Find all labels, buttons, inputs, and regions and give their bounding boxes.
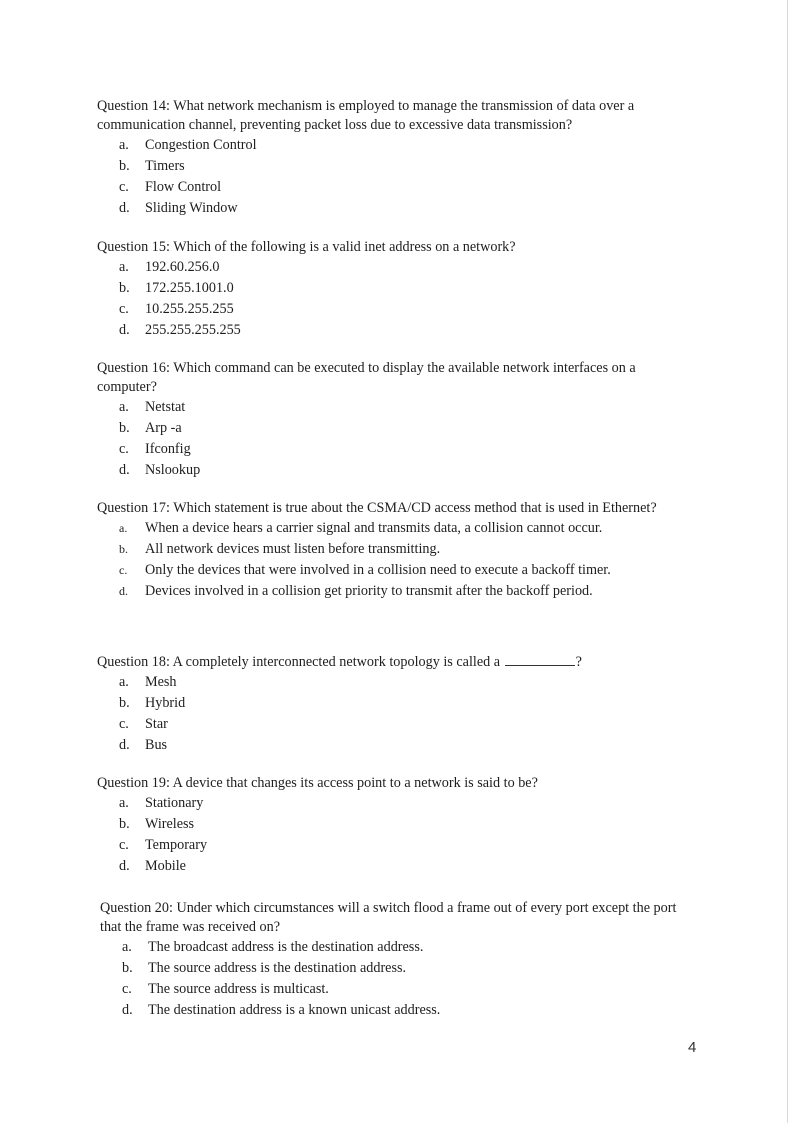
option-text: All network devices must listen before transmitting.	[145, 541, 441, 557]
option-text: The broadcast address is the destination address.	[148, 939, 424, 955]
option-b	[100, 958, 700, 979]
option-a	[100, 937, 700, 958]
option-d	[100, 1000, 700, 1021]
option-a	[97, 518, 697, 539]
option-a	[97, 793, 697, 814]
question-text: Question 19: A device that changes its access point to a network is said to be?	[97, 775, 538, 791]
option-c	[97, 177, 697, 198]
option-letter: c.	[119, 716, 129, 732]
option-letter: c.	[119, 179, 129, 195]
option-letter: d.	[119, 858, 130, 874]
option-letter: d.	[119, 322, 130, 338]
option-c	[97, 439, 697, 460]
option-c	[97, 835, 697, 856]
option-list	[97, 793, 697, 877]
option-letter: c.	[119, 441, 129, 457]
fill-in-blank	[505, 652, 575, 666]
option-a	[97, 135, 697, 156]
option-text: 192.60.256.0	[145, 259, 220, 275]
option-b	[97, 539, 697, 560]
option-d	[97, 856, 697, 877]
option-letter: d.	[119, 462, 130, 478]
option-c	[100, 979, 700, 1000]
option-letter: b.	[119, 542, 128, 556]
option-letter: a.	[122, 939, 132, 955]
option-letter: c.	[122, 981, 132, 997]
option-letter: d.	[122, 1002, 133, 1018]
option-letter: b.	[119, 158, 130, 174]
option-letter: a.	[119, 259, 129, 275]
option-a	[97, 672, 697, 693]
option-text: Stationary	[145, 795, 204, 811]
option-letter: c.	[119, 837, 129, 853]
option-list	[97, 135, 697, 219]
option-letter: d.	[119, 584, 128, 598]
option-a	[97, 397, 697, 418]
question-15	[97, 238, 697, 341]
option-letter: b.	[119, 695, 130, 711]
option-text: Nslookup	[145, 462, 201, 478]
option-letter: d.	[119, 200, 130, 216]
option-text: Netstat	[145, 399, 186, 415]
question-text-after: ?	[575, 654, 582, 670]
option-d	[97, 581, 697, 602]
option-letter: c.	[119, 563, 128, 577]
option-letter: b.	[119, 816, 130, 832]
option-text: Star	[145, 716, 168, 732]
option-d	[97, 320, 697, 341]
option-text: Mobile	[145, 858, 186, 874]
question-text: Question 14: What network mechanism is employed to manage the transmission of data over a communication channel, preventing packet loss due to excessive data transmission?	[97, 98, 635, 133]
option-text: Only the devices that were involved in a collision need to execute a backoff timer.	[145, 562, 611, 578]
option-letter: b.	[119, 280, 130, 296]
option-text: Ifconfig	[145, 441, 191, 457]
question-14	[97, 97, 697, 219]
question-text: Question 16: Which command can be executed to display the available network interfaces on a computer?	[97, 360, 636, 395]
question-text: Question 20: Under which circumstances will a switch flood a frame out of every port except the port that the frame was received on?	[100, 900, 677, 935]
option-d	[97, 735, 697, 756]
option-d	[97, 460, 697, 481]
option-text: Bus	[145, 737, 168, 753]
option-letter: c.	[119, 301, 129, 317]
question-text: Question 17: Which statement is true about the CSMA/CD access method that is used in Ethernet?	[97, 500, 657, 516]
option-b	[97, 156, 697, 177]
option-text: Congestion Control	[145, 137, 257, 153]
option-text: Temporary	[145, 837, 208, 853]
question-text-before: Question 18: A completely interconnected network topology is called a	[97, 654, 501, 670]
option-text: 172.255.1001.0	[145, 280, 234, 296]
page-number: 4	[688, 1039, 697, 1056]
option-text: Devices involved in a collision get priority to transmit after the backoff period.	[145, 583, 593, 599]
option-letter: d.	[119, 737, 130, 753]
question-text	[97, 652, 697, 672]
option-text: The source address is the destination address.	[148, 960, 407, 976]
option-c	[97, 560, 697, 581]
option-b	[97, 814, 697, 835]
option-text: Wireless	[145, 816, 195, 832]
option-b	[97, 278, 697, 299]
option-list	[100, 937, 700, 1021]
option-text: Hybrid	[145, 695, 186, 711]
option-list	[97, 672, 697, 756]
option-text: Sliding Window	[145, 200, 238, 216]
question-19	[97, 774, 697, 877]
option-b	[97, 418, 697, 439]
option-text: Mesh	[145, 674, 177, 690]
question-16	[97, 359, 697, 481]
option-text: Flow Control	[145, 179, 222, 195]
option-text: The destination address is a known unicast address.	[148, 1002, 441, 1018]
option-text: Arp -a	[145, 420, 182, 436]
question-20	[100, 899, 700, 1021]
question-17	[97, 499, 697, 602]
option-letter: a.	[119, 795, 129, 811]
option-text: The source address is multicast.	[148, 981, 329, 997]
option-letter: b.	[122, 960, 133, 976]
option-d	[97, 198, 697, 219]
option-letter: a.	[119, 137, 129, 153]
option-letter: a.	[119, 521, 128, 535]
page-edge-line	[787, 0, 788, 1123]
option-list	[97, 397, 697, 481]
question-18	[97, 652, 697, 756]
question-text: Question 15: Which of the following is a valid inet address on a network?	[97, 239, 516, 255]
option-text: 255.255.255.255	[145, 322, 241, 338]
option-list	[97, 518, 697, 602]
option-text: Timers	[145, 158, 185, 174]
option-text: 10.255.255.255	[145, 301, 234, 317]
option-c	[97, 299, 697, 320]
option-b	[97, 693, 697, 714]
option-c	[97, 714, 697, 735]
option-letter: b.	[119, 420, 130, 436]
option-list	[97, 257, 697, 341]
option-letter: a.	[119, 399, 129, 415]
option-letter: a.	[119, 674, 129, 690]
option-text: When a device hears a carrier signal and transmits data, a collision cannot occur.	[145, 520, 603, 536]
option-a	[97, 257, 697, 278]
